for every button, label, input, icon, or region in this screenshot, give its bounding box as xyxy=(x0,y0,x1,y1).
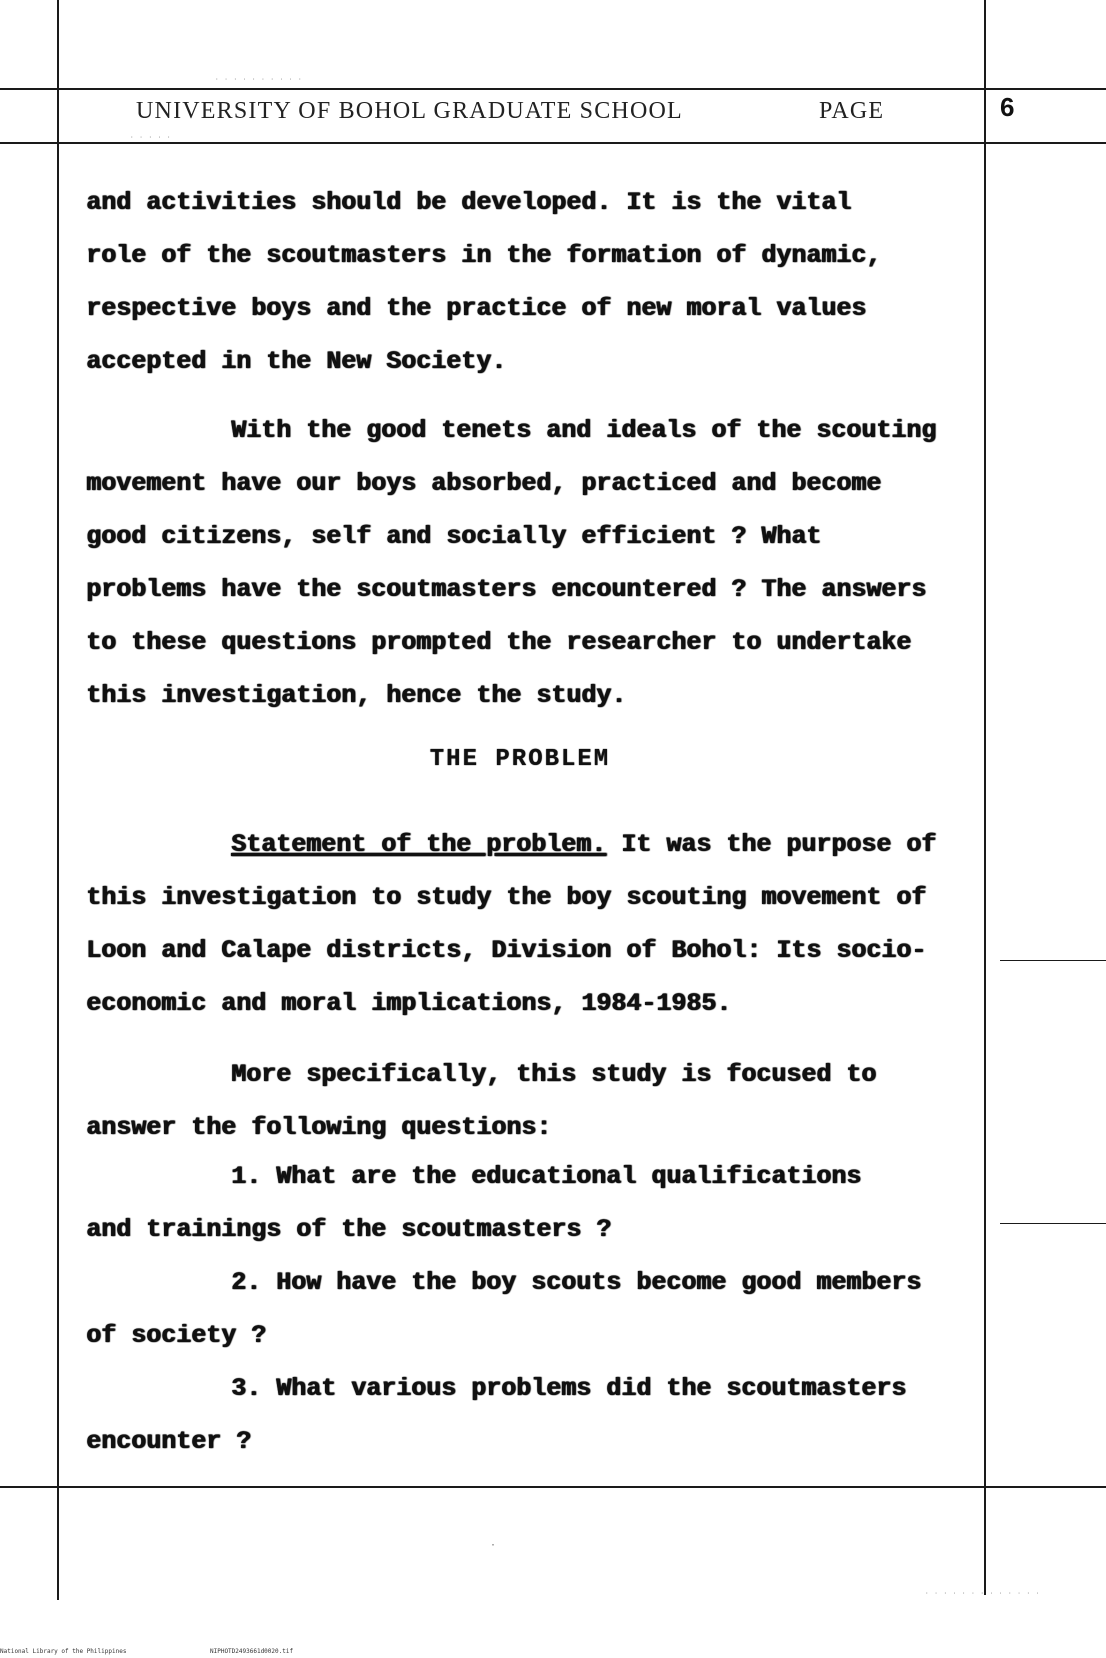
text-line: With the good tenets and ideals of the scouting xyxy=(231,416,937,445)
page-label: PAGE xyxy=(819,98,885,124)
section-heading: THE PROBLEM xyxy=(429,746,611,773)
footer-credit: National Library of the Philippines xyxy=(0,1648,127,1655)
question-item: 2. How have the boy scouts become good members xyxy=(231,1268,922,1297)
question-list xyxy=(86,1150,986,1468)
text-line: answer the following questions: xyxy=(86,1113,552,1142)
footer-rule xyxy=(0,1486,1106,1488)
text-line: movement have our boys absorbed, practiced and become xyxy=(86,469,882,498)
text-line: Loon and Calape districts, Division of Bohol: Its socio- xyxy=(86,936,927,965)
question-continuation: and trainings of the scoutmasters ? xyxy=(86,1215,612,1244)
text-line xyxy=(86,818,986,871)
scan-artifact-footer: · xyxy=(490,1540,498,1551)
question-continuation: of society ? xyxy=(86,1321,267,1350)
page-header xyxy=(136,98,916,138)
scan-artifact-bottom-right: · · · · · · · · · · · · · xyxy=(925,1590,1041,1597)
header-top-rule xyxy=(0,88,1106,90)
text-line: problems have the scoutmasters encountered ? The answers xyxy=(86,575,927,604)
paragraph-continuation xyxy=(86,176,986,388)
text-line: this investigation, hence the study. xyxy=(86,681,627,710)
text-line: More specifically, this study is focused to xyxy=(231,1060,877,1089)
statement-label: Statement of the problem. xyxy=(231,830,607,859)
paragraph-specific xyxy=(86,1048,986,1154)
question-continuation: encounter ? xyxy=(86,1427,252,1456)
footer-filename: NIPHOTD2493661d0020.tif xyxy=(210,1648,294,1655)
text-line: respective boys and the practice of new moral values xyxy=(86,294,867,323)
left-margin-rule xyxy=(57,0,59,1600)
school-name: UNIVERSITY OF BOHOL GRADUATE SCHOOL xyxy=(136,98,683,124)
text-line: economic and moral implications, 1984-1985. xyxy=(86,989,732,1018)
text-line: this investigation to study the boy scouting movement of xyxy=(86,883,927,912)
paragraph-statement xyxy=(86,818,986,1030)
statement-first-line: It was the purpose of xyxy=(606,830,937,859)
question-item: 1. What are the educational qualifications xyxy=(231,1162,862,1191)
text-line: to these questions prompted the researcher to undertake xyxy=(86,628,912,657)
right-tick-rule-2 xyxy=(1000,1223,1106,1224)
text-line: accepted in the New Society. xyxy=(86,347,507,376)
text-line: and activities should be developed. It is the vital xyxy=(86,188,852,217)
scan-artifact-header: · · · · · xyxy=(130,134,172,141)
page-number: 6 xyxy=(1000,92,1015,122)
header-bottom-rule xyxy=(0,142,1106,144)
text-line: good citizens, self and socially efficient ? What xyxy=(86,522,822,551)
right-tick-rule-1 xyxy=(1000,960,1106,961)
text-line: role of the scoutmasters in the formation of dynamic, xyxy=(86,241,882,270)
paragraph-scouting-ideals xyxy=(86,404,986,722)
question-item: 3. What various problems did the scoutmasters xyxy=(231,1374,907,1403)
scan-artifact-top: · · · · · · · · · · xyxy=(215,76,303,83)
